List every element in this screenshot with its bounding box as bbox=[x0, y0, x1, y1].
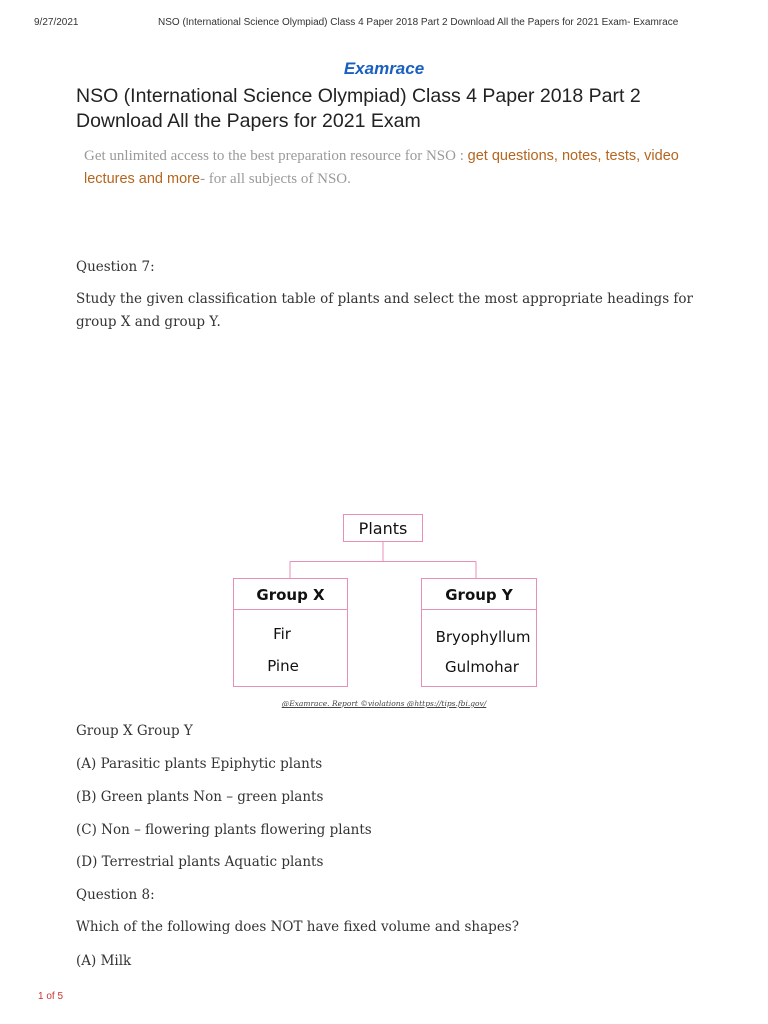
promo-prefix: Get unlimited access to the best preparation resource for NSO : bbox=[84, 148, 468, 164]
question-7-label: Question 7: bbox=[76, 259, 155, 275]
print-date: 9/27/2021 bbox=[34, 17, 79, 28]
question-7-stem: Study the given classification table of plants and select the most appropriate headings for group X and group Y. bbox=[76, 291, 693, 330]
options-header: Group X Group Y bbox=[76, 723, 193, 739]
promo-suffix: - for all subjects of NSO. bbox=[200, 171, 351, 187]
group-x-item: Pine bbox=[267, 657, 299, 675]
option-c: (C) Non – flowering plants flowering plants bbox=[76, 822, 372, 838]
promo-link[interactable]: get questions, notes, tests, video lectures and more bbox=[84, 148, 679, 187]
brand-logo-text[interactable]: Examrace bbox=[343, 59, 425, 78]
group-x-item: Fir bbox=[273, 625, 291, 643]
question-8-label: Question 8: bbox=[76, 887, 155, 903]
option-d: (D) Terrestrial plants Aquatic plants bbox=[76, 854, 324, 870]
page-title: NSO (International Science Olympiad) Class 4 Paper 2018 Part 2 Download All the Papers for 2021 Exam bbox=[76, 85, 641, 132]
page-counter: 1 of 5 bbox=[38, 991, 64, 1002]
option-a: (A) Parasitic plants Epiphytic plants bbox=[76, 756, 323, 772]
print-page-title: NSO (International Science Olympiad) Class 4 Paper 2018 Part 2 Download All the Papers for 2021 Exam- Examrace bbox=[158, 17, 679, 28]
question-8-option-a: (A) Milk bbox=[76, 953, 132, 969]
group-x-heading: Group X bbox=[256, 586, 325, 604]
question-8-stem: Which of the following does NOT have fixed volume and shapes? bbox=[76, 919, 519, 935]
group-y-item: Bryophyllum bbox=[435, 628, 531, 646]
option-b: (B) Green plants Non – green plants bbox=[76, 789, 324, 805]
group-y-heading: Group Y bbox=[445, 586, 513, 604]
group-y-item: Gulmohar bbox=[445, 658, 519, 676]
image-caption[interactable]: @Examrace. Report ©violations @https://tips.fbi.gov/ bbox=[281, 699, 487, 708]
root-label: Plants bbox=[358, 519, 408, 538]
